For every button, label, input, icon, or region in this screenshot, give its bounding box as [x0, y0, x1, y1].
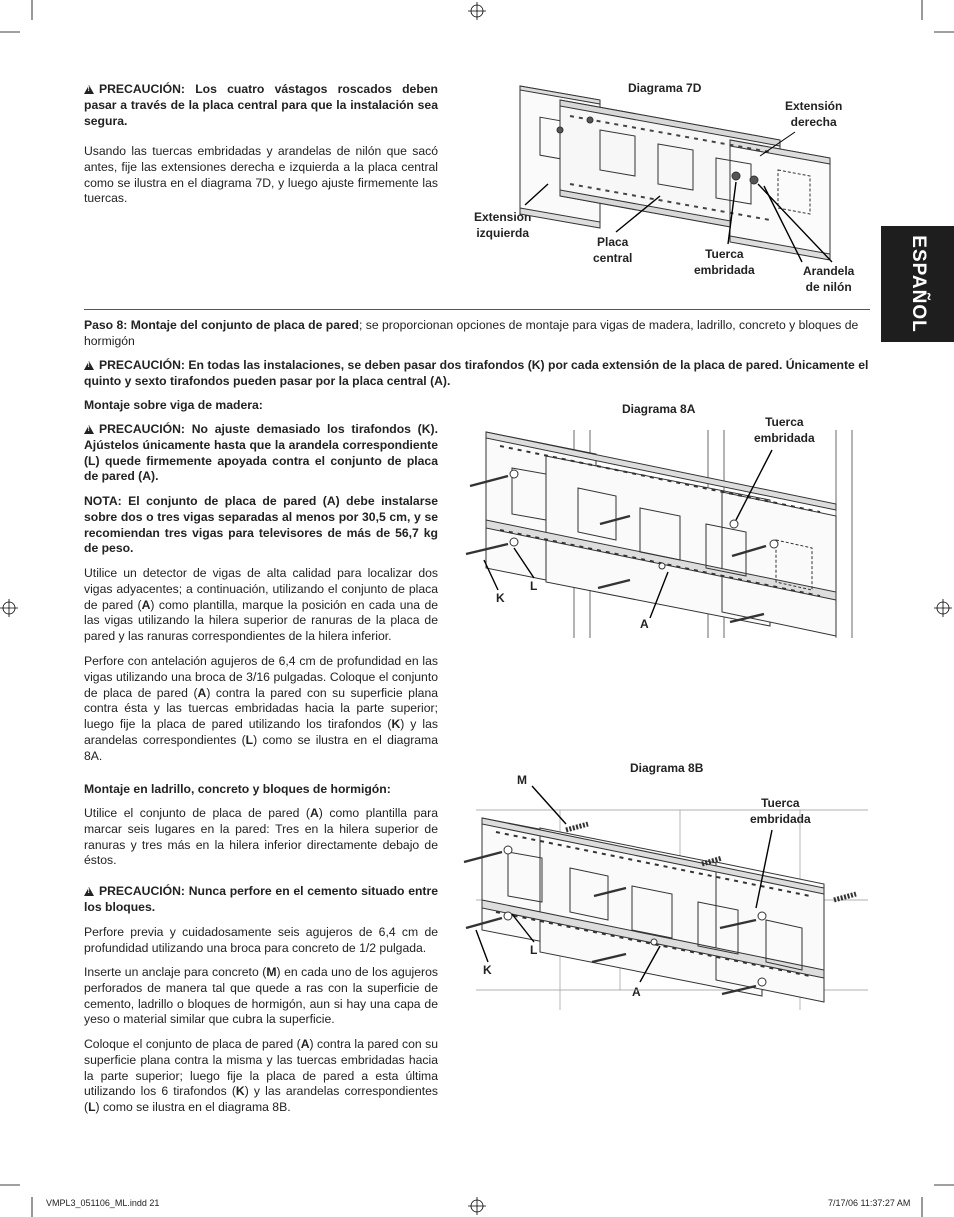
- masonry-paragraph-3: Inserte un anclaje para concreto (M) en cada uno de los agujeros perforados de manera tal que quede a ras con la superficie de cemento, ladrillo o bloques de hormigón, aun si hay una capa de yeso o material similar que cubra la superficie.: [84, 965, 438, 1027]
- label-center-plate: Placa central: [593, 235, 633, 265]
- label-l-8a: L: [530, 579, 538, 593]
- label-ext-right: Extensión derecha: [785, 99, 843, 129]
- wood-paragraph-2: Perfore con antelación agujeros de 6,4 cm de profundidad en las vigas utilizando una broca de 3/16 pulgadas. Coloque el conjunto de placa de pared (A) contra la pared con su superficie plana contra ésta y las tuercas embridadas hacia la parte superior; luego fije la placa de pared utilizando los tirafondos (K) y las arandelas correspondientes (L) como se ilustra en el diagrama 8A.: [84, 654, 439, 763]
- label-m-8b: M: [517, 773, 527, 787]
- label-a-8b: A: [632, 985, 641, 999]
- wood-caution: !PRECAUCIÓN: No ajuste demasiado los tirafondos (K). Ajústelos únicamente hasta que la arandela correspondiente (L) quede firmemente apoyada contra el conjunto de placa de pared (A).: [84, 422, 438, 485]
- footer-file: VMPL3_051106_ML.indd 21: [46, 1198, 160, 1208]
- caution-threaded-rods: !PRECAUCIÓN: Los cuatro vástagos roscados deben pasar a través de la placa central para que la instalación sea segura.: [84, 82, 438, 129]
- wood-paragraph-1: Utilice un detector de vigas de alta calidad para localizar dos vigas adyacentes; a continuación, utilizando el conjunto de placa de pared (A) como plantilla, marque la posición en cada una de las vigas utilizando la hilera superior de ranuras de la placa de pared y las ranuras correspondientes de la hilera inferior.: [84, 566, 438, 644]
- diagram-7d-title: Diagrama 7D: [628, 81, 702, 95]
- masonry-paragraph-2: Perfore previa y cuidadosamente seis agujeros de 6,4 cm de profundidad utilizando una broca para concreto de 1/2 pulgada.: [84, 925, 438, 955]
- label-k-8a: K: [496, 591, 505, 605]
- masonry-paragraph-4: Coloque el conjunto de placa de pared (A) contra la pared con su superficie plana contra la misma y las tuercas embridadas hacia la parte superior; luego fije la placa de pared a esta última utilizando los 6 tirafondos (K) y las arandelas correspondientes (L) como se ilustra en el diagrama 8B.: [84, 1037, 438, 1115]
- label-l-8b: L: [530, 943, 538, 957]
- wood-heading: Montaje sobre viga de madera:: [84, 398, 263, 412]
- label-nylon-washer: Arandela de nilón: [803, 264, 855, 294]
- masonry-caution: !PRECAUCIÓN: Nunca perfore en el cemento situado entre los bloques.: [84, 884, 438, 916]
- diagram-8b-title: Diagrama 8B: [630, 761, 704, 775]
- step-8-caution: !PRECAUCIÓN: En todas las instalaciones, se deben pasar dos tirafondos (K) por cada extensión de la placa de pared. Únicamente el quinto y sexto tirafondos pueden pasar por la placa central (A).: [84, 358, 870, 390]
- label-a-8a: A: [640, 617, 649, 631]
- masonry-paragraph-1: Utilice el conjunto de placa de pared (A) como plantilla para marcar seis lugares en la pared: Tres en la hilera superior de ranuras y tres más en la hilera inferior directamente debajo de éstos.: [84, 806, 438, 868]
- label-flange-nut-8a: Tuerca embridada: [754, 415, 815, 445]
- wood-note: NOTA: El conjunto de placa de pared (A) debe instalarse sobre dos o tres vigas separadas al menos por 30,5 cm, y se recomiendan tres vigas para televisores de más de 56,7 kg de peso.: [84, 494, 438, 556]
- label-flange-nut-8b: Tuerca embridada: [750, 796, 811, 826]
- paragraph-extensions: Usando las tuercas embridadas y arandelas de nilón que sacó antes, fije las extensiones derecha e izquierda a la placa central como se ilustra en el diagrama 7D, y luego ajuste firmemente las tuercas.: [84, 144, 438, 206]
- footer-timestamp: 7/17/06 11:37:27 AM: [828, 1198, 911, 1208]
- masonry-heading: Montaje en ladrillo, concreto y bloques de hormigón:: [84, 782, 391, 796]
- label-flange-nut-7d: Tuerca embridada: [694, 247, 755, 277]
- label-ext-left: Extensión izquierda: [474, 210, 532, 240]
- diagram-8a-title: Diagrama 8A: [622, 402, 696, 416]
- step-8-intro: Paso 8: Montaje del conjunto de placa de pared; se proporcionan opciones de montaje para vigas de madera, ladrillo, concreto y bloques de hormigón: [84, 318, 859, 348]
- language-tab: ESPAÑOL: [881, 226, 954, 342]
- label-k-8b: K: [483, 963, 492, 977]
